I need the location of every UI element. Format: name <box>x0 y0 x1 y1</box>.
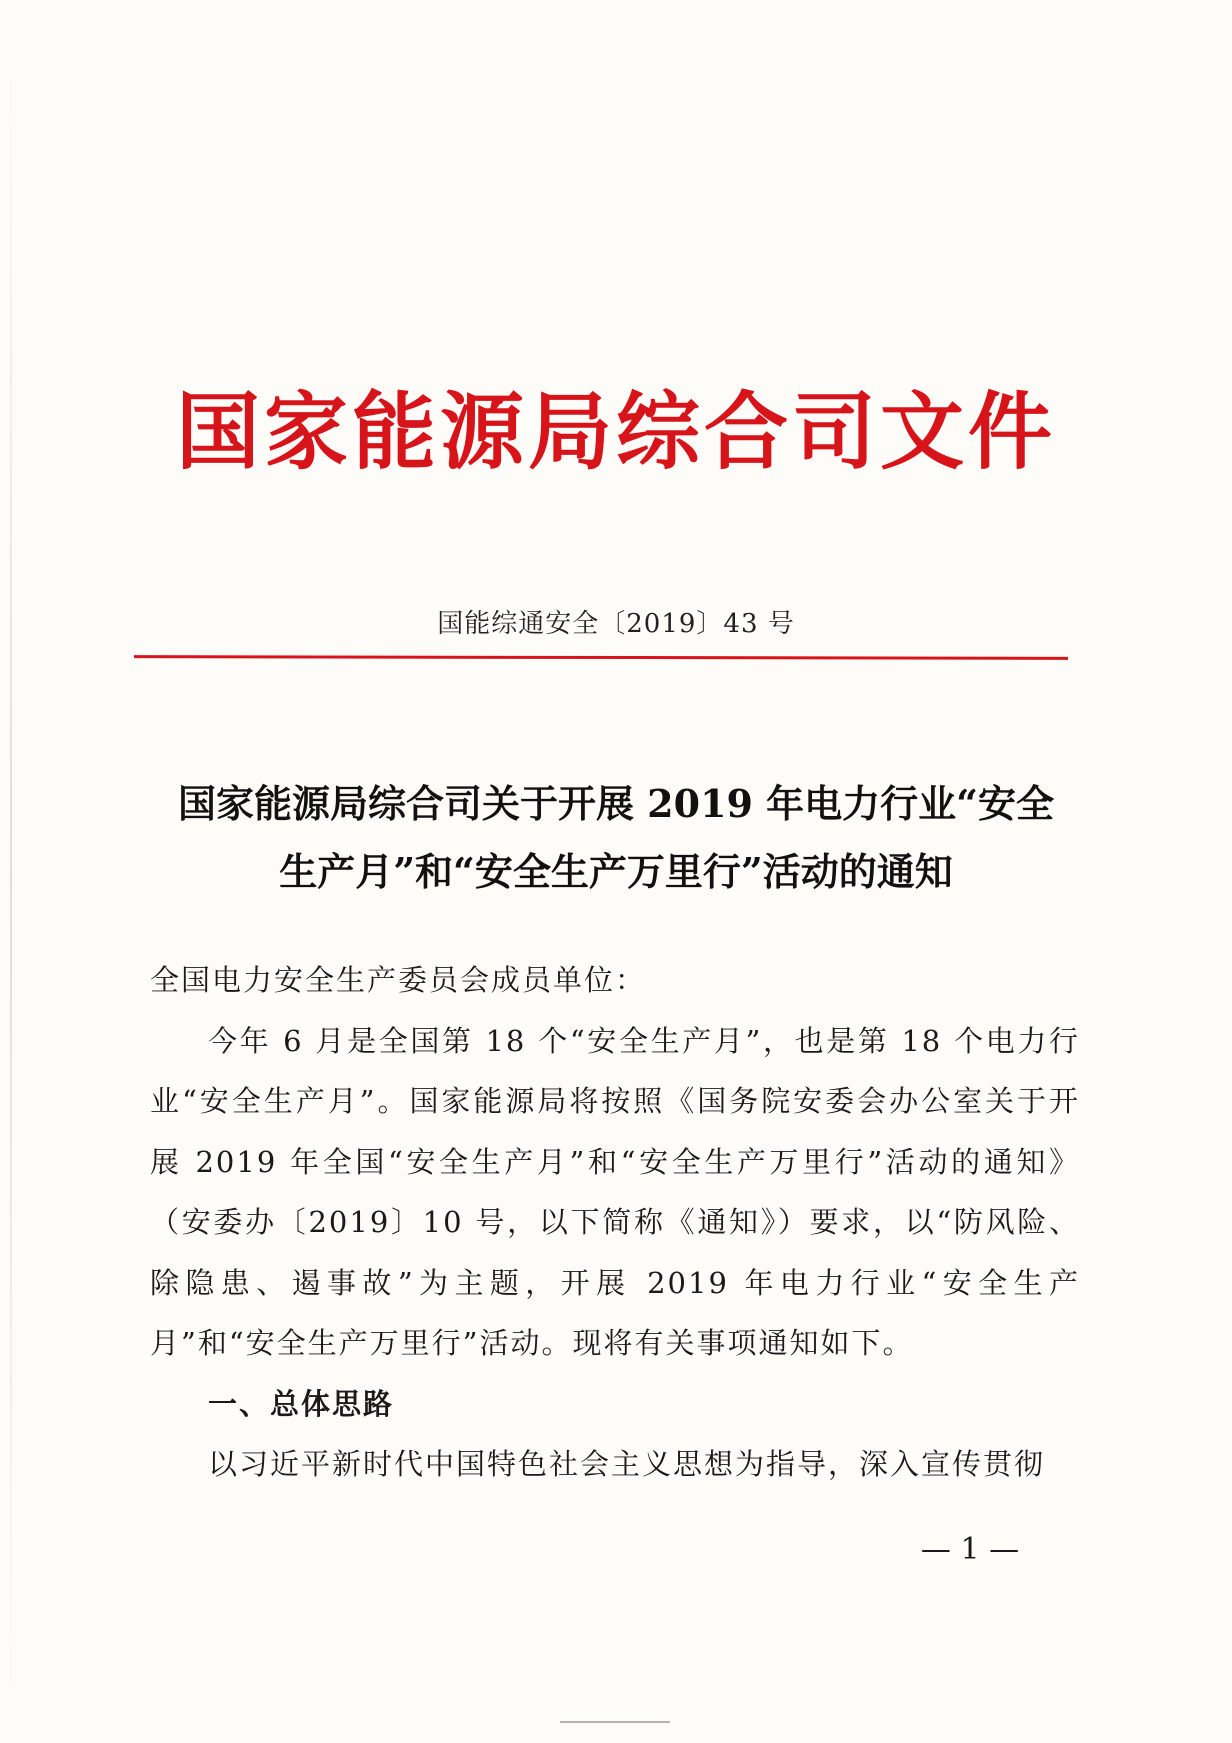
red-divider-rule <box>134 655 1068 660</box>
document-title <box>140 770 1092 906</box>
page-number: — 1 — <box>920 1532 1020 1567</box>
document-number: 国能综通安全〔2019〕43 号 <box>437 609 795 639</box>
document-masthead: 国家能源局综合司文件 <box>175 382 1056 481</box>
paragraph-intro: 今年 6 月是全国第 18 个“安全生产月”，也是第 18 个电力行业“安全生产月”。国家能源局将按照《国务院安委会办公室关于开展 2019 年全国“安全生产月”和“安全生产万里行”活动的通知》（安委办〔2019〕10 号，以下简称《通知》）要求，以“防风险、除隐患、遏事故”为主题，开展 2019 年电力行业“安全生产月”和“安全生产万里行”活动。现将有关事项通知如下。 <box>150 1023 1080 1360</box>
title-line-1: 国家能源局综合司关于开展 2019 年电力行业“安全 <box>177 781 1055 826</box>
salutation: 全国电力安全生产委员会成员单位： <box>150 963 647 997</box>
scan-mark <box>560 1721 670 1723</box>
scan-edge <box>10 40 12 1720</box>
document-body <box>150 950 1080 1495</box>
section-heading-general-approach: 一、总体思路 <box>208 1386 395 1421</box>
title-line-2: 生产月”和“安全生产万里行”活动的通知 <box>279 849 953 894</box>
paragraph-general-approach: 以习近平新时代中国特色社会主义思想为指导，深入宣传贯彻 <box>208 1447 1046 1481</box>
